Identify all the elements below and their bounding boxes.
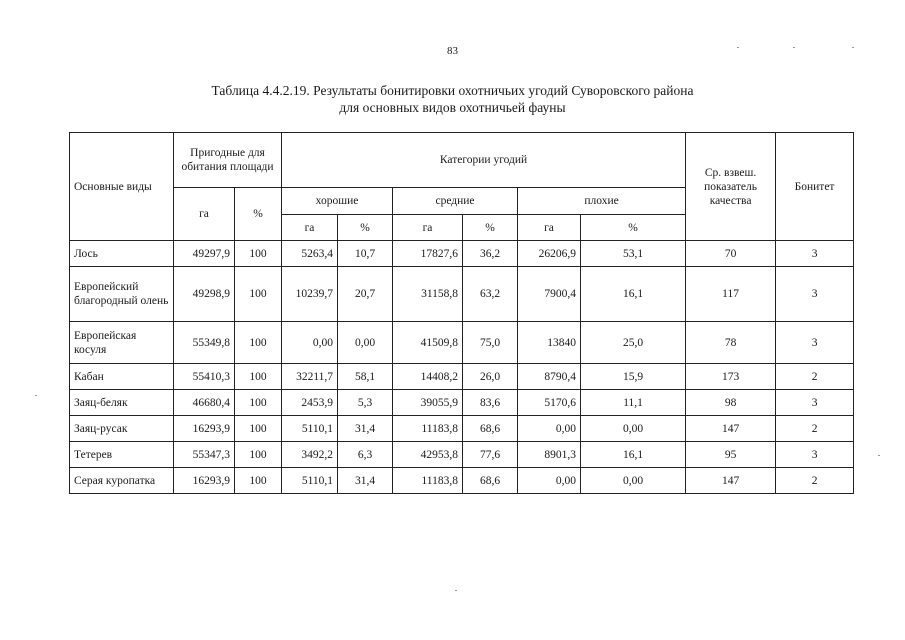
scan-speck bbox=[852, 47, 854, 48]
cell-area-ha: 55349,8 bbox=[174, 322, 235, 364]
scan-speck bbox=[793, 47, 795, 48]
cell-poor-pct: 0,00 bbox=[581, 416, 686, 442]
cell-poor-pct: 15,9 bbox=[581, 364, 686, 390]
cell-quality-index: 98 bbox=[686, 390, 776, 416]
table-row bbox=[70, 390, 854, 416]
header-poor-ha: га bbox=[518, 215, 581, 241]
header-good-pct: % bbox=[338, 215, 393, 241]
cell-quality-index: 173 bbox=[686, 364, 776, 390]
cell-poor-pct: 11,1 bbox=[581, 390, 686, 416]
cell-poor-ha: 5170,6 bbox=[518, 390, 581, 416]
cell-bonitet: 3 bbox=[776, 322, 854, 364]
cell-poor-ha: 26206,9 bbox=[518, 241, 581, 267]
cell-medium-pct: 83,6 bbox=[463, 390, 518, 416]
cell-area-ha: 46680,4 bbox=[174, 390, 235, 416]
scan-speck bbox=[35, 395, 37, 396]
table-row bbox=[70, 364, 854, 390]
header-categories: Категории угодий bbox=[282, 133, 686, 188]
cell-poor-pct: 0,00 bbox=[581, 468, 686, 494]
cell-species: Серая куропатка bbox=[70, 468, 174, 494]
header-bonitet: Бонитет bbox=[776, 133, 854, 241]
header-medium-ha: га bbox=[393, 215, 463, 241]
cell-area-ha: 16293,9 bbox=[174, 416, 235, 442]
cell-medium-ha: 11183,8 bbox=[393, 416, 463, 442]
table-title-line-2: для основных видов охотничьей фауны bbox=[339, 100, 566, 115]
cell-quality-index: 95 bbox=[686, 442, 776, 468]
cell-medium-ha: 17827,6 bbox=[393, 241, 463, 267]
cell-species: Европейская косуля bbox=[70, 322, 174, 364]
header-poor: плохие bbox=[518, 188, 686, 215]
cell-species: Лось bbox=[70, 241, 174, 267]
table-body bbox=[70, 241, 854, 494]
cell-good-ha: 10239,7 bbox=[282, 267, 338, 322]
header-good-ha: га bbox=[282, 215, 338, 241]
cell-quality-index: 147 bbox=[686, 468, 776, 494]
cell-poor-ha: 8901,3 bbox=[518, 442, 581, 468]
cell-species: Тетерев bbox=[70, 442, 174, 468]
cell-area-pct: 100 bbox=[235, 267, 282, 322]
table-row bbox=[70, 416, 854, 442]
cell-area-pct: 100 bbox=[235, 322, 282, 364]
cell-good-pct: 5,3 bbox=[338, 390, 393, 416]
cell-poor-ha: 0,00 bbox=[518, 468, 581, 494]
table-row bbox=[70, 442, 854, 468]
cell-poor-pct: 16,1 bbox=[581, 442, 686, 468]
cell-species: Кабан bbox=[70, 364, 174, 390]
cell-good-pct: 58,1 bbox=[338, 364, 393, 390]
header-medium: средние bbox=[393, 188, 518, 215]
cell-good-pct: 0,00 bbox=[338, 322, 393, 364]
cell-medium-ha: 11183,8 bbox=[393, 468, 463, 494]
cell-poor-pct: 16,1 bbox=[581, 267, 686, 322]
cell-good-pct: 10,7 bbox=[338, 241, 393, 267]
table-title-line-1: Таблица 4.4.2.19. Результаты бонитировки охотничьих угодий Суворовского района bbox=[211, 83, 694, 98]
header-medium-pct: % bbox=[463, 215, 518, 241]
cell-medium-ha: 31158,8 bbox=[393, 267, 463, 322]
cell-area-ha: 49297,9 bbox=[174, 241, 235, 267]
cell-area-ha: 49298,9 bbox=[174, 267, 235, 322]
cell-species: Заяц-беляк bbox=[70, 390, 174, 416]
header-poor-pct: % bbox=[581, 215, 686, 241]
page-number: 83 bbox=[447, 45, 458, 57]
cell-good-pct: 31,4 bbox=[338, 468, 393, 494]
table-row bbox=[70, 267, 854, 322]
cell-good-ha: 32211,7 bbox=[282, 364, 338, 390]
cell-medium-pct: 63,2 bbox=[463, 267, 518, 322]
table-row bbox=[70, 241, 854, 267]
header-area-pct: % bbox=[235, 188, 282, 241]
bonitet-table bbox=[69, 132, 854, 494]
cell-area-pct: 100 bbox=[235, 390, 282, 416]
cell-poor-ha: 8790,4 bbox=[518, 364, 581, 390]
cell-poor-ha: 0,00 bbox=[518, 416, 581, 442]
cell-area-pct: 100 bbox=[235, 416, 282, 442]
cell-medium-pct: 68,6 bbox=[463, 416, 518, 442]
header-quality-index: Ср. взвеш. показатель качества bbox=[686, 133, 776, 241]
header-suitable-area: Пригодные для обитания площади bbox=[174, 133, 282, 188]
cell-area-ha: 16293,9 bbox=[174, 468, 235, 494]
cell-area-pct: 100 bbox=[235, 364, 282, 390]
table-row bbox=[70, 322, 854, 364]
cell-bonitet: 3 bbox=[776, 442, 854, 468]
cell-good-pct: 31,4 bbox=[338, 416, 393, 442]
cell-area-pct: 100 bbox=[235, 442, 282, 468]
scan-speck bbox=[878, 455, 880, 456]
cell-medium-pct: 77,6 bbox=[463, 442, 518, 468]
header-area-ha: га bbox=[174, 188, 235, 241]
cell-medium-ha: 14408,2 bbox=[393, 364, 463, 390]
cell-good-ha: 5110,1 bbox=[282, 416, 338, 442]
scan-speck bbox=[455, 590, 457, 591]
cell-good-pct: 6,3 bbox=[338, 442, 393, 468]
cell-good-ha: 0,00 bbox=[282, 322, 338, 364]
scan-speck bbox=[737, 47, 739, 48]
header-good: хорошие bbox=[282, 188, 393, 215]
cell-poor-ha: 13840 bbox=[518, 322, 581, 364]
cell-medium-pct: 36,2 bbox=[463, 241, 518, 267]
cell-area-ha: 55347,3 bbox=[174, 442, 235, 468]
cell-quality-index: 117 bbox=[686, 267, 776, 322]
cell-good-ha: 5110,1 bbox=[282, 468, 338, 494]
cell-bonitet: 2 bbox=[776, 364, 854, 390]
cell-poor-pct: 25,0 bbox=[581, 322, 686, 364]
header-species: Основные виды bbox=[70, 133, 174, 241]
cell-quality-index: 147 bbox=[686, 416, 776, 442]
cell-bonitet: 3 bbox=[776, 267, 854, 322]
table-title bbox=[0, 82, 905, 116]
cell-good-ha: 2453,9 bbox=[282, 390, 338, 416]
cell-medium-pct: 75,0 bbox=[463, 322, 518, 364]
cell-poor-pct: 53,1 bbox=[581, 241, 686, 267]
cell-area-pct: 100 bbox=[235, 241, 282, 267]
cell-quality-index: 70 bbox=[686, 241, 776, 267]
cell-medium-ha: 42953,8 bbox=[393, 442, 463, 468]
cell-bonitet: 3 bbox=[776, 390, 854, 416]
cell-good-pct: 20,7 bbox=[338, 267, 393, 322]
cell-medium-pct: 68,6 bbox=[463, 468, 518, 494]
cell-quality-index: 78 bbox=[686, 322, 776, 364]
cell-species: Европейский благородный олень bbox=[70, 267, 174, 322]
cell-area-pct: 100 bbox=[235, 468, 282, 494]
cell-medium-ha: 39055,9 bbox=[393, 390, 463, 416]
cell-good-ha: 3492,2 bbox=[282, 442, 338, 468]
cell-medium-ha: 41509,8 bbox=[393, 322, 463, 364]
cell-species: Заяц-русак bbox=[70, 416, 174, 442]
cell-good-ha: 5263,4 bbox=[282, 241, 338, 267]
cell-bonitet: 3 bbox=[776, 241, 854, 267]
cell-poor-ha: 7900,4 bbox=[518, 267, 581, 322]
cell-bonitet: 2 bbox=[776, 416, 854, 442]
cell-medium-pct: 26,0 bbox=[463, 364, 518, 390]
cell-bonitet: 2 bbox=[776, 468, 854, 494]
table-row bbox=[70, 468, 854, 494]
cell-area-ha: 55410,3 bbox=[174, 364, 235, 390]
